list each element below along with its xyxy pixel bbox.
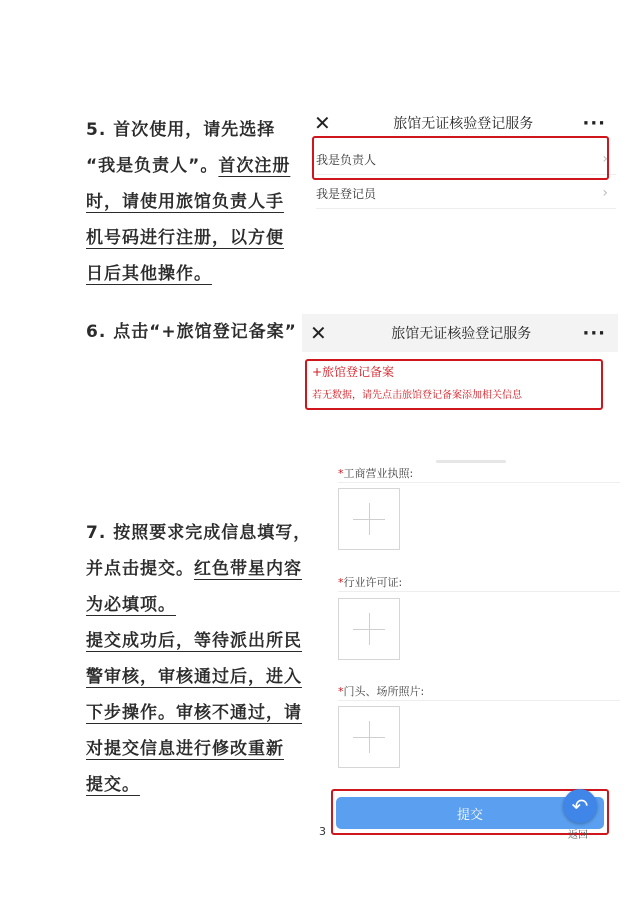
more-icon[interactable]: ··· (582, 112, 606, 134)
divider (338, 700, 620, 701)
step7-line7: 对提交信息进行修改重新 (86, 739, 284, 759)
submit-button-label: 提交 (456, 807, 483, 823)
step7-instructions (86, 515, 321, 803)
scroll-indicator (436, 460, 506, 463)
divider (338, 591, 620, 592)
back-button[interactable] (563, 789, 597, 823)
step7-line8: 提交。 (86, 775, 140, 795)
menu-item-manager-label: 我是负责人 (316, 152, 377, 167)
back-arrow-icon: ↶ (571, 794, 589, 818)
step7-line1: 7. 按照要求完成信息填写， (86, 523, 312, 543)
highlight-box-manager (312, 136, 609, 180)
chevron-right-icon: › (602, 151, 608, 167)
step7-line6: 下步操作。审核不通过，请 (86, 703, 302, 723)
upload-storefront-photos[interactable] (338, 706, 400, 768)
step5-line4: 机号码进行注册，以方便 (86, 228, 284, 248)
highlight-box-add-record (305, 359, 603, 410)
step5-instructions (86, 112, 301, 292)
no-data-hint: 若无数据，请先点击旅馆登记备案添加相关信息 (312, 390, 522, 401)
upload-business-license[interactable] (338, 488, 400, 550)
step7-line5: 警审核，审核通过后，进入 (86, 667, 302, 687)
chevron-right-icon: › (602, 185, 608, 201)
step7-line2-underlined: 红色带星内容 (194, 559, 302, 579)
step7-line4: 提交成功后，等待派出所民 (86, 631, 302, 651)
divider (338, 482, 620, 483)
field-label-storefront-photos: *门头、场所照片: (338, 685, 425, 698)
field-label-business-license: *工商营业执照: (338, 467, 414, 480)
screen2-title: 旅馆无证核验登记服务 (391, 326, 532, 342)
menu-item-registrar-label: 我是登记员 (316, 186, 377, 201)
step5-line5: 日后其他操作。 (86, 264, 212, 284)
screen2-titlebar (302, 314, 618, 352)
close-icon[interactable]: ✕ (314, 111, 331, 135)
step7-line3: 为必填项。 (86, 595, 176, 615)
add-hotel-record-link[interactable]: +旅馆登记备案 (312, 365, 395, 379)
screen1-title: 旅馆无证核验登记服务 (393, 116, 534, 132)
step5-line3: 时，请使用旅馆负责人手 (86, 192, 284, 212)
field-label-industry-permit: *行业许可证: (338, 576, 403, 589)
step6-instruction: 6. 点击“+旅馆登记备案” (86, 322, 297, 342)
step5-line2-plain: “我是负责人”。 (86, 156, 219, 176)
menu-item-registrar[interactable] (316, 178, 616, 209)
page-number: 3 (319, 825, 326, 838)
step7-line2-plain: 并点击提交。 (86, 559, 194, 579)
close-icon[interactable]: ✕ (310, 321, 327, 345)
step5-line1: 5. 首次使用，请先选择 (86, 120, 276, 140)
back-button-label: 返回 (568, 830, 588, 841)
upload-industry-permit[interactable] (338, 598, 400, 660)
step5-line2-underlined: 首次注册 (218, 156, 291, 176)
more-icon[interactable]: ··· (582, 322, 606, 344)
